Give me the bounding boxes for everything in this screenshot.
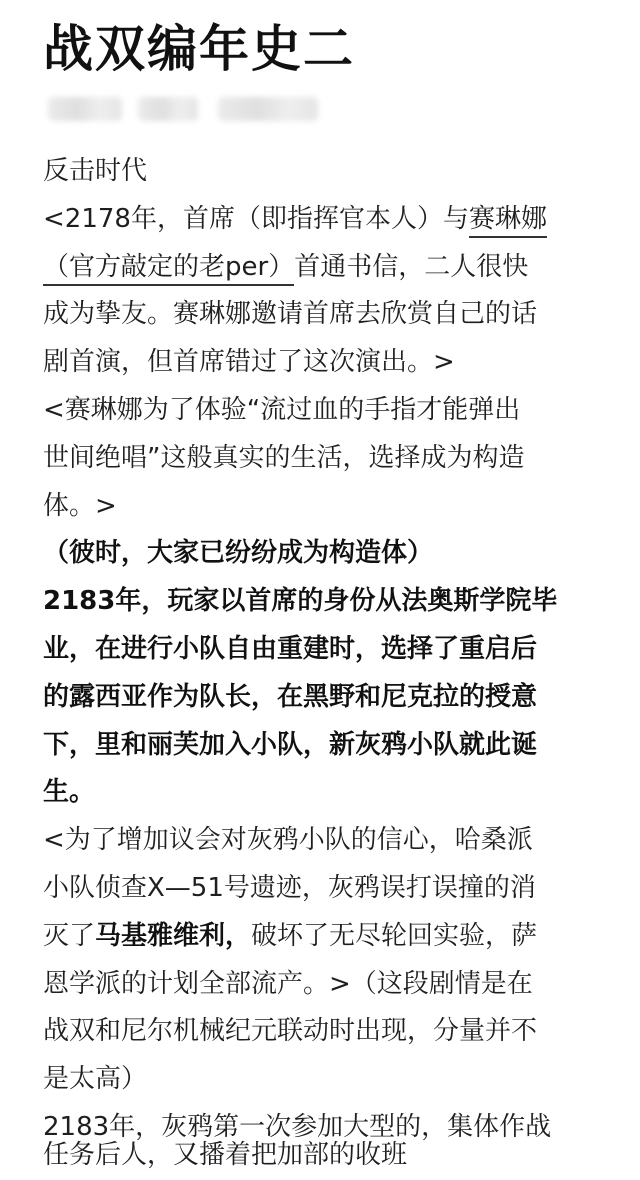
text-segment: 破坏了无尽轮回实验，萨 bbox=[251, 920, 538, 951]
paragraph-line bbox=[43, 196, 603, 244]
bold-paragraph-line: （彼时，大家已纷纷成为构造体） bbox=[43, 538, 434, 569]
paragraph-line: 小队侦查X—51号遗迹，灰鸦误打误撞的消 bbox=[43, 872, 536, 903]
text-segment: 灭了 bbox=[43, 920, 96, 951]
article-title: 战双编年史二 bbox=[43, 20, 355, 78]
bold-paragraph-line: 业，在进行小队自由重建时，选择了重启后 bbox=[43, 633, 538, 664]
paragraph-line bbox=[43, 244, 603, 292]
paragraph-line: <赛琳娜为了体验“流过血的手指才能弹出 bbox=[43, 394, 521, 425]
text-segment: 首通书信，二人很快 bbox=[294, 251, 529, 282]
bold-paragraph-line: 生。 bbox=[43, 777, 96, 808]
paragraph-line: 恩学派的计划全部流产。>（这段剧情是在 bbox=[43, 968, 533, 999]
blurred-author-info bbox=[48, 97, 318, 121]
paragraph-line: <为了增加议会对灰鸦小队的信心，哈桑派 bbox=[43, 825, 533, 856]
bold-paragraph-line: 的露西亚作为队长，在黑野和尼克拉的授意 bbox=[43, 681, 538, 712]
bold-name: 马基雅维利， bbox=[95, 920, 252, 951]
partial-paragraph-line: 任务后人，又播着把加部的收班 bbox=[43, 1140, 408, 1170]
paragraph-line: 战双和尼尔机械纪元联动时出现，分量并不 bbox=[43, 1016, 538, 1047]
article-body bbox=[43, 148, 603, 1152]
cut-off-line bbox=[43, 1140, 603, 1179]
text-segment: <2178年，首席（即指挥官本人）与 bbox=[43, 203, 469, 234]
paragraph-line: 是太高） bbox=[43, 1064, 148, 1095]
paragraph-line: 体。> bbox=[43, 490, 117, 521]
underlined-annotation[interactable]: （官方敲定的老per） bbox=[43, 252, 294, 286]
paragraph-line: 反击时代 bbox=[43, 156, 148, 186]
paragraph-line: 2183年，灰鸦第一次参加大型的，集体作战 bbox=[43, 1111, 552, 1142]
paragraph-line bbox=[43, 913, 603, 961]
paragraph-line: 剧首演，但首席错过了这次演出。> bbox=[43, 347, 455, 378]
bold-paragraph-line: 下，里和丽芙加入小队，新灰鸦小队就此诞 bbox=[43, 729, 538, 760]
underlined-name-link[interactable]: 赛琳娜 bbox=[469, 204, 547, 238]
paragraph-line: 世间绝唱”这般真实的生活，选择成为构造 bbox=[43, 442, 525, 473]
bold-paragraph-line: 2183年，玩家以首席的身份从法奥斯学院毕 bbox=[43, 586, 558, 617]
paragraph-line: 成为挚友。赛琳娜邀请首席去欣赏自己的话 bbox=[43, 299, 538, 330]
